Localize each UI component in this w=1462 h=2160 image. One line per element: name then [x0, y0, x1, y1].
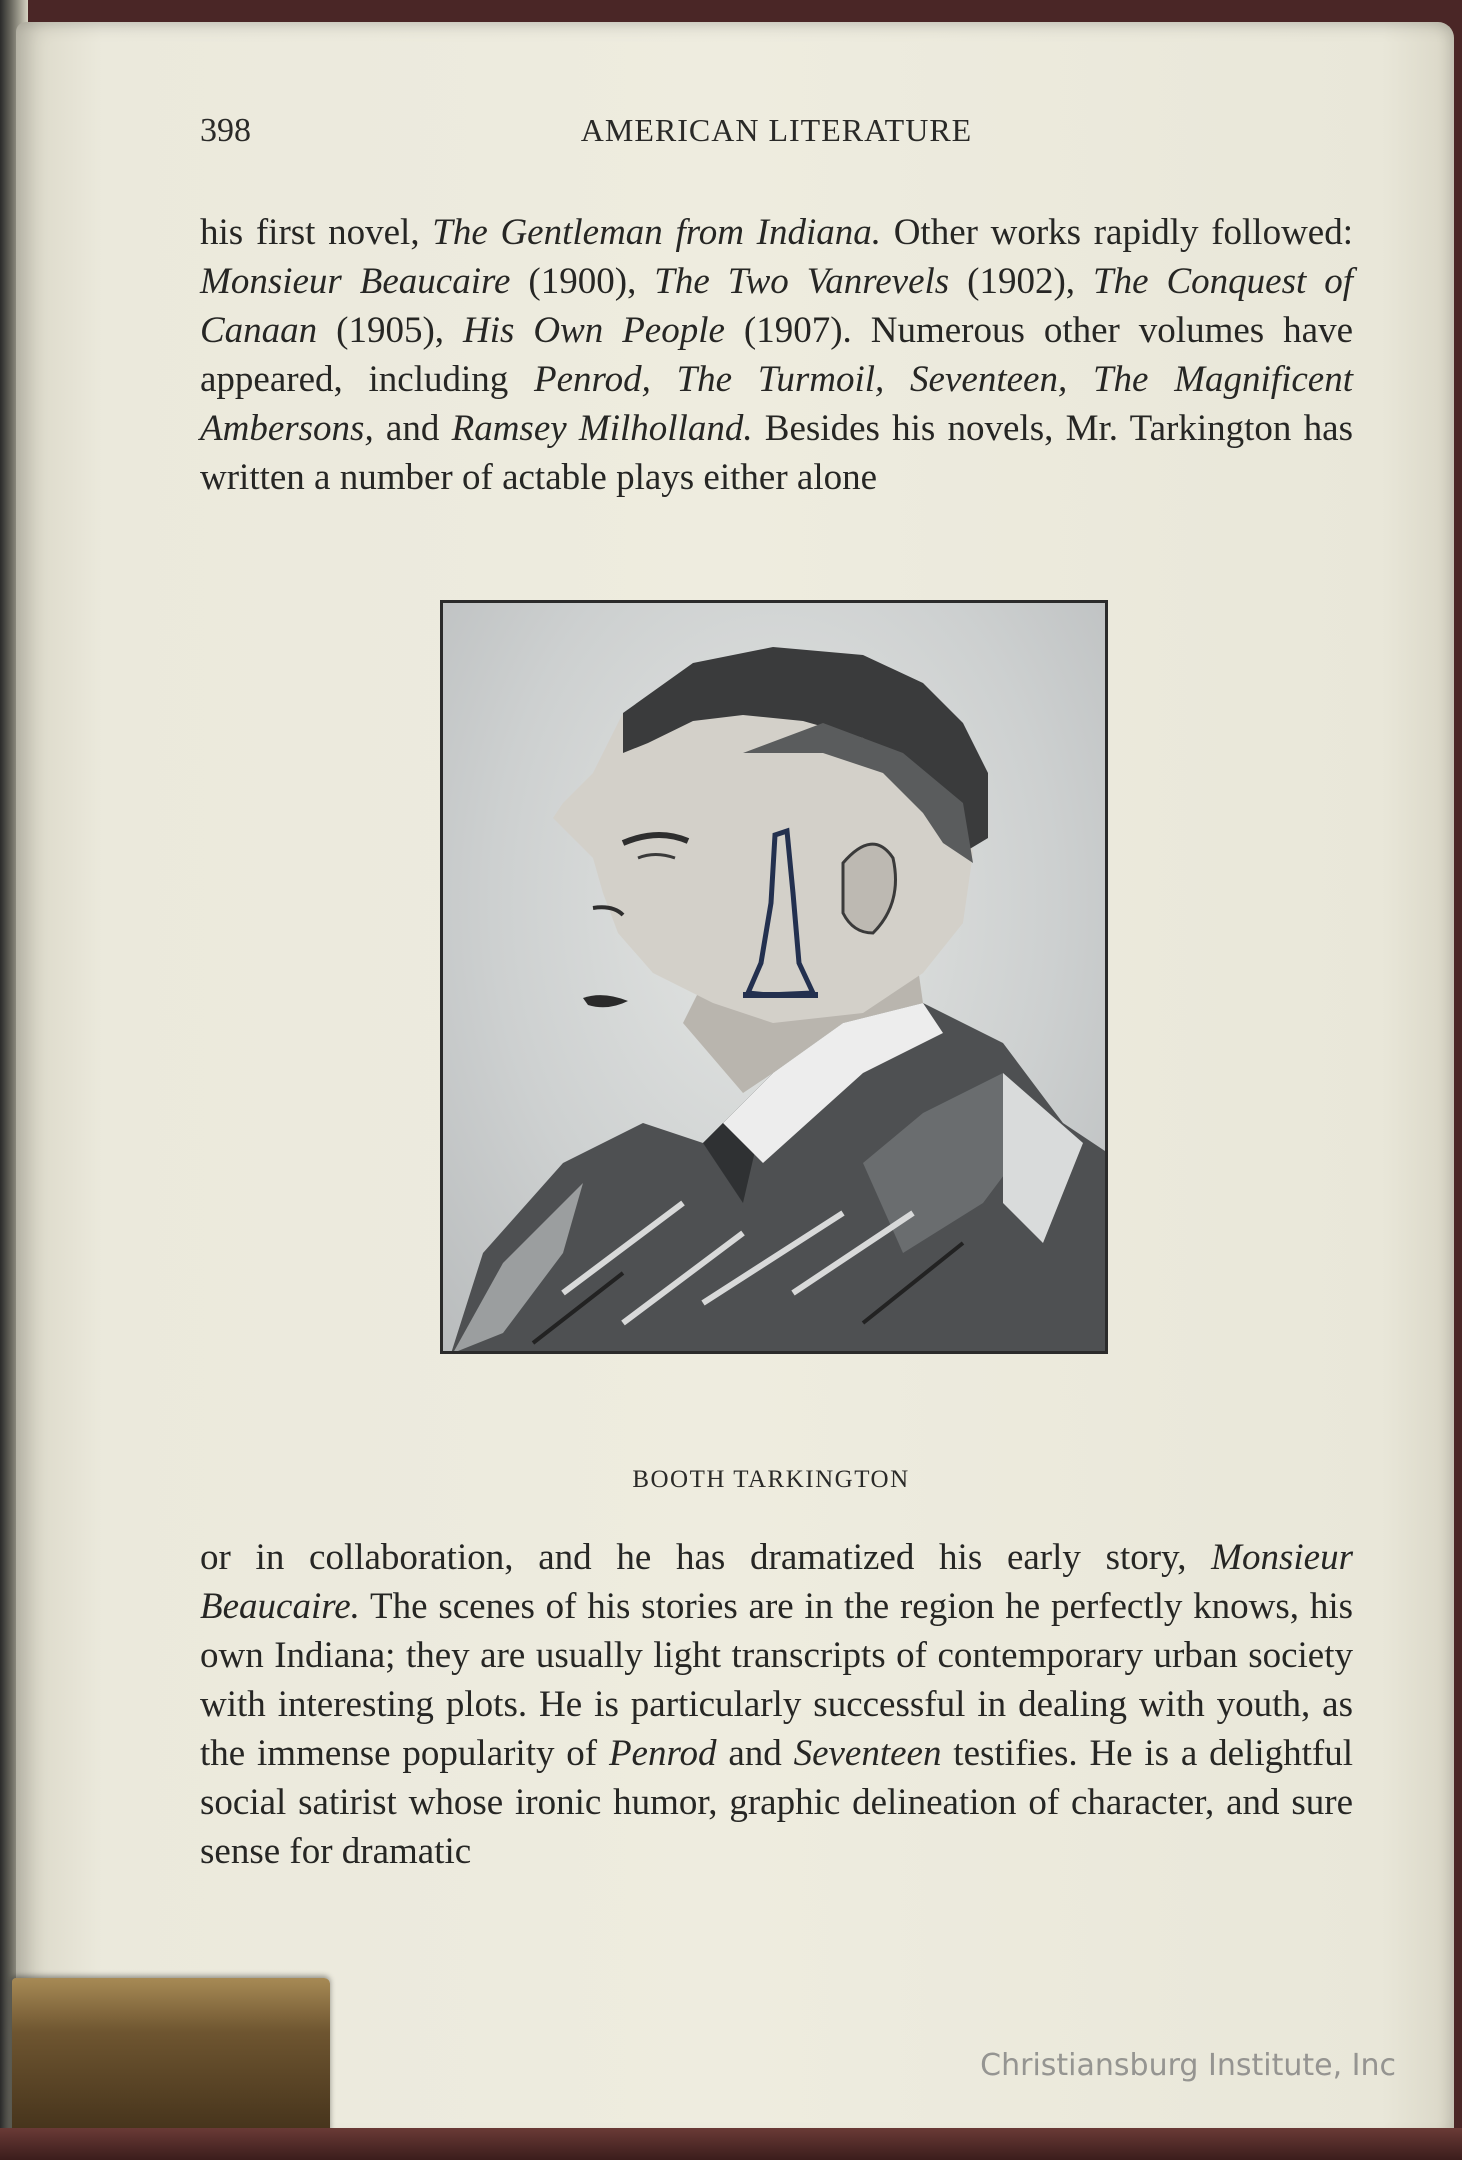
- running-title: AMERICAN LITERATURE: [580, 112, 973, 148]
- running-head: [200, 112, 1353, 156]
- paragraph-top: [200, 208, 1353, 502]
- watermark: Christiansburg Institute, Inc: [980, 2048, 1396, 2083]
- text-span: or in collaboration, and he has dramatized his early story,: [200, 1537, 1212, 1578]
- text-span: The scenes of his stories are in the region he perfectly knows, his own Indiana; they are usually light transcripts of contemporary urban society with interesting plots. He is particularly successful in dealing with youth, as the immense popularity of: [200, 1586, 1353, 1774]
- italic-title-span: Monsieur Beaucaire.: [200, 1537, 1353, 1627]
- book-bottom-edge: [0, 2128, 1462, 2160]
- italic-title-span: Ramsey Milholland.: [451, 408, 753, 449]
- portrait-caption: BOOTH TARKINGTON: [632, 1466, 910, 1493]
- paragraph-bottom: [200, 1533, 1353, 1876]
- text-span: and: [716, 1733, 794, 1774]
- italic-title-span: His Own People: [463, 310, 725, 351]
- italic-title-span: Penrod, The Turmoil, Seventeen, The Magnificent Ambersons,: [200, 359, 1353, 449]
- italic-title-span: The Two Vanrevels: [654, 261, 950, 302]
- text-span: testifies. He is a delightful social satirist whose ironic humor, graphic delineation of character, and sure sense for dramatic: [200, 1733, 1353, 1872]
- text-span: (1905),: [317, 310, 463, 351]
- italic-title-span: Monsieur Beaucaire: [200, 261, 511, 302]
- italic-title-span: The Conquest of Canaan: [200, 261, 1354, 351]
- italic-title-span: Seventeen: [793, 1733, 942, 1774]
- text-span: his first novel,: [200, 212, 433, 253]
- text-span: Other works rapidly followed:: [881, 212, 1353, 253]
- text-span: (1902),: [949, 261, 1094, 302]
- text-span: Besides his novels, Mr. Tarkington has written a number of actable plays either alone: [200, 408, 1353, 498]
- text-span: (1900),: [510, 261, 655, 302]
- text-span: (1907). Numerous other volumes have appeared, including: [200, 310, 1353, 400]
- portrait-drawing: [443, 603, 1105, 1351]
- italic-title-span: The Gentleman from Indiana.: [432, 212, 882, 253]
- portrait-illustration: [440, 600, 1108, 1354]
- text-span: and: [373, 408, 452, 449]
- italic-title-span: Penrod: [608, 1733, 717, 1774]
- page-number: 398: [200, 112, 251, 149]
